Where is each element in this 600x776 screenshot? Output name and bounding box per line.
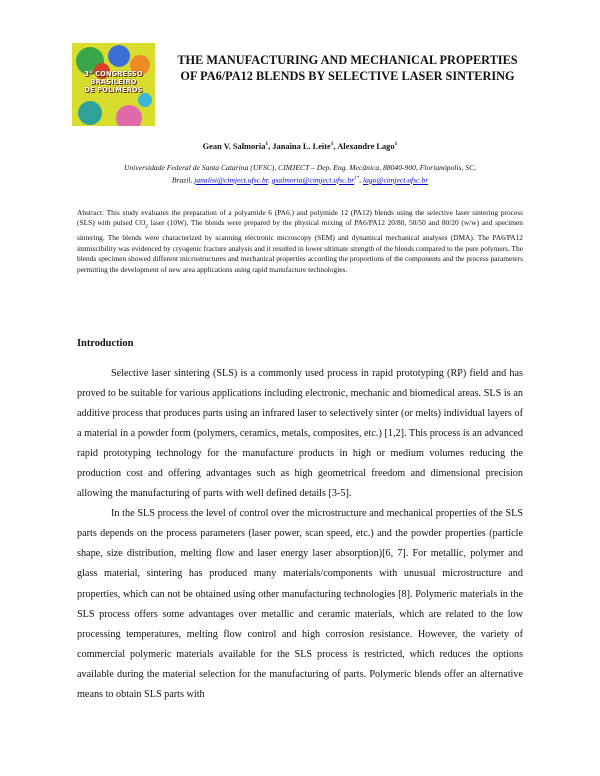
logo-blob-teal [78,101,102,125]
email-link[interactable]: lago@cimject.ufsc.br [362,175,429,185]
section-heading: Introduction [77,338,134,349]
author-list: Gean V. Salmoria$^1$, Janaina L. Leite$^1$, Alexandre Lago$^1$ [202,141,398,151]
affiliation-country: Brazil, [171,175,193,185]
introduction-body [77,364,523,705]
abstract-subscript: 2 [145,224,148,230]
logo-blob-pink [116,105,142,126]
paragraph: In the SLS process the level of control over the microstructure and mechanical properties of the SLS parts depends on the process parameters (laser power, scan speed, etc.) and the powder properties (particle shape, size distribution, melting flow and laser energy laser absorption)[6, 7]. For metallic, polymer and glass material, sintering has produced many materials/components with unusual microstructure and properties, which can not be obtained using other manufacturing technologies [8]. Polymeric materials in the SLS process offers some advantages over metallic and ceramic materials, which are related to the low processing temperatures, melting flow control and high corrosion resistance. However, the variety of commercial polymeric materials available for the SLS process is restricted, which reduces the options available during the material selection for the manufacturing of parts. Polymeric blends offer an alternative means to obtain SLS parts with [77,508,523,700]
abstract [77,208,523,275]
author-name: Janaina L. Leite [272,141,331,151]
author-affil-mark: 1 [394,141,398,147]
affiliation: Universidade Federal de Santa Catarina (UFSC), CIMJECT – Dep. Eng. Mecânica, 88040-900, Florianópolis, SC, Brazil, janalisi@cimject.ufsc.br, $gsalmoria@cimject.ufsc.br^{1*}$, lago@cimject.ufsc.br [123,163,477,185]
paragraph: Selective laser sintering (SLS) is a commonly used process in rapid prototyping (RP) field and has proved to be suitable for various applications including electronic, mechanic and biomedical areas. SLS is an additive process that produces parts using an infrared laser to selectively sinter (or melts) individual layers of a material in a powder form (polymers, ceramics, metals, composites, etc.) [1,2]. This process is an advanced rapid prototyping technology for the manufacture products in high or medium volumes reducing the production cost and offering advantages such as high geometrical freedom and dimensional precision allowing the manufacturing of parts with well defined details [3-5]. [77,368,523,500]
title-line-2: OF PA6/PA12 BLENDS BY SELECTIVE LASER SINTERING [180,68,515,83]
author-affil-mark: 1 [330,141,334,147]
logo-text: 3° CONGRESSO BRASILEIRO DE POLÍMEROS [84,70,143,94]
author-affil-mark: 1 [265,141,269,147]
abstract-text: Abstract: This study evaluates the preparation of a polyamide 6 (PA6.) and polymide 12 (PA12) blends using the selective laser sintering process (SLS) with pulsed CO [77,208,523,228]
affiliation-line: Universidade Federal de Santa Catarina (UFSC), CIMJECT – Dep. Eng. Mecânica, 88040-900, Florianópolis, SC, [123,163,477,172]
logo-blob-blue [108,45,130,67]
title-line-1: THE MANUFACTURING AND MECHANICAL PROPERTIES [177,53,518,67]
logo-blob-cyan [138,93,152,107]
email-link[interactable]: janalisi@cimject.ufsc.br [194,175,268,185]
paper-title [165,53,530,84]
abstract-text: laser (10W). The blends were prepared by the physical mixing of PA6/PA12 20/80, 50/50 and 80/20 (w/w) and specimen sintering. The blends were characterized by scanning electronic microscopy (SEM) and dynamical mechanical analyses (DMA). The PA6/PA12 immiscibility was evidenced by cryogenic fracture analysis and it resulted in lower ultimate strength of the blends compared to the pure polymers. The blends specimen showed different microstructures and mechanical properties according the proportions of the components and the process parameters permitting the development of new area applications using rapid manufacture technologies. [77,218,523,274]
email-link[interactable]: gsalmoria@cimject.ufsc.br [271,175,355,185]
corresponding-mark: 1* [354,176,360,181]
author-name: Gean V. Salmoria [202,141,266,151]
conference-logo [72,43,155,126]
author-name: Alexandre Lago [337,141,395,151]
